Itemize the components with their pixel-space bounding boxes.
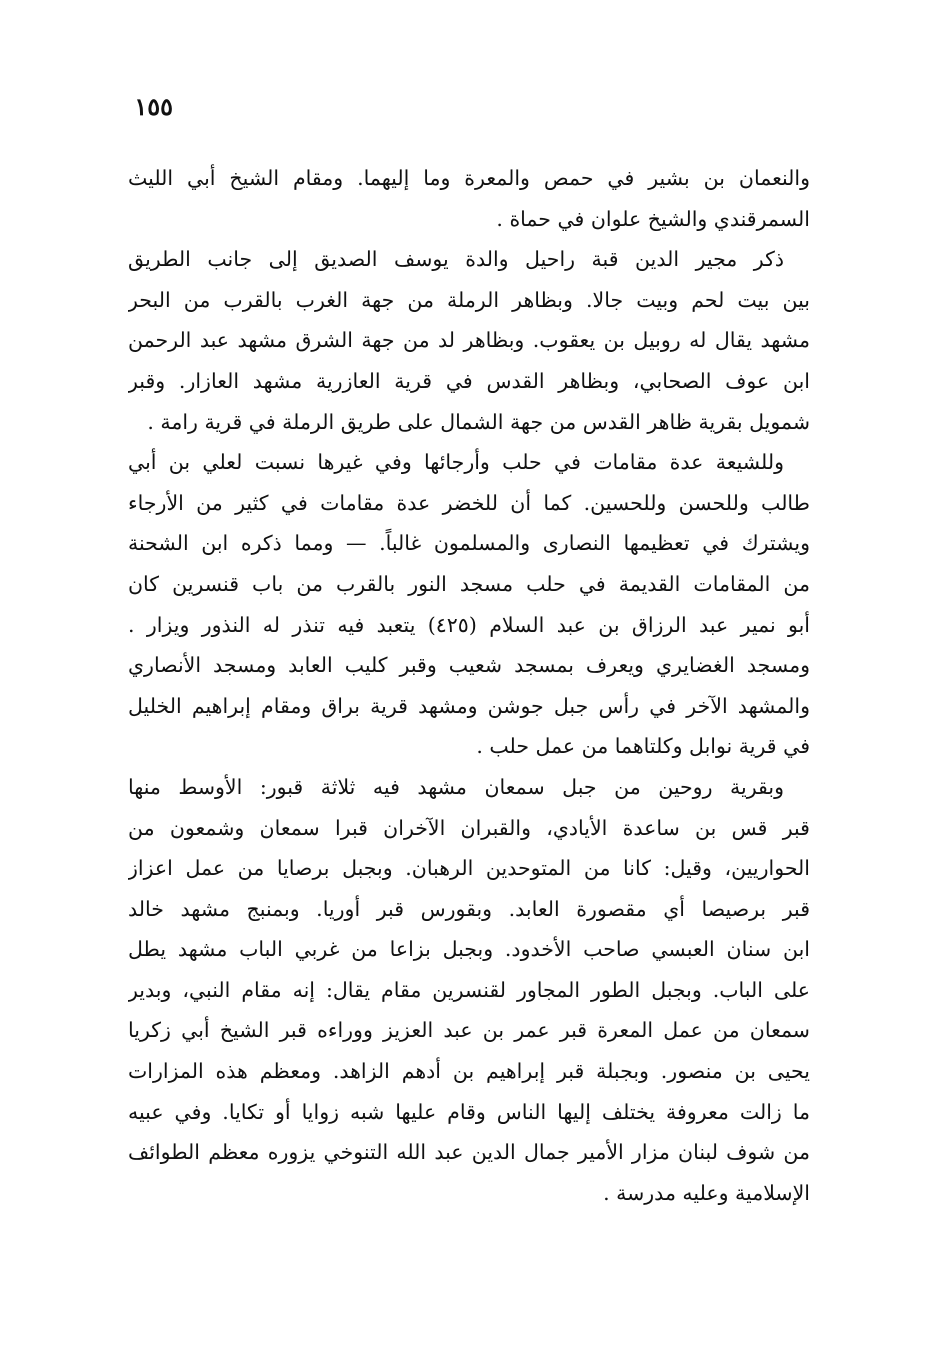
text-line: والنعمان بن بشير في حمص والمعرة وما إليهما. ومقام الشيخ أبي الليث — [128, 166, 810, 190]
body-text — [128, 158, 810, 1213]
text-line: من شوف لبنان مزار الأمير جمال الدين عبد الله التنوخي يزوره معظم الطوائف — [128, 1140, 810, 1165]
text-line: وللشيعة عدة مقامات في حلب وأرجائها وفي غيرها نسبت لعلي بن أبي — [128, 450, 784, 475]
page-number: ١٥٥ — [134, 92, 173, 121]
text-line: ويشترك في تعظيمها النصارى والمسلمون غالباً. — ومما ذكره ابن الشحنة — [128, 531, 810, 556]
text-line: قبر قس بن ساعدة الأيادي، والقبران الآخران قبرا سمعان وشمعون من — [128, 815, 810, 840]
text-line: والمشهد الآخر في رأس جبل جوشن ومشهد قرية براق ومقام إبراهيم الخليل — [128, 693, 810, 718]
text-line: ابن عوف الصحابي، وبظاهر القدس في قرية العازرية مشهد العازار. وقبر — [128, 368, 810, 393]
text-line: مشهد يقال له روبيل بن يعقوب. وبظاهر لد من جهة الشرق مشهد عبد الرحمن — [128, 328, 810, 353]
text-line: ذكر مجير الدين قبة راحيل والدة يوسف الصديق إلى جانب الطريق — [128, 247, 784, 272]
text-line: طالب وللحسن وللحسين. كما أن للخضر عدة مقامات في كثير من الأرجاء — [128, 490, 810, 515]
text-line: ما زالت معروفة يختلف إليها الناس وقام عليها شبه زوايا أو تكايا. وفي عبيه — [128, 1099, 810, 1124]
text-line: الحواريين، وقيل: كانا من المتوحدين الرهبان. وبجبل برصايا من عمل اعزاز — [128, 856, 810, 881]
text-line: يحيى بن منصور. وبجبلة قبر إبراهيم بن أدهم الزاهد. ومعظم هذه المزارات — [128, 1059, 810, 1084]
text-line: السمرقندي والشيخ علوان في حماة . — [496, 206, 810, 231]
text-line: الإسلامية وعليه مدرسة . — [603, 1180, 810, 1205]
text-line: على الباب. وبجبل الطور المجاور لقنسرين مقام يقال: إنه مقام النبي، وبدير — [128, 977, 810, 1002]
text-line: ابن سنان العبسي صاحب الأخدود. وبجبل بزاعا من غربي الباب مشهد يطل — [128, 937, 810, 962]
text-line: أبو نمير عبد الرزاق بن عبد السلام (٤٢٥) يتعبد فيه تنذر له النذور ويزار . — [128, 612, 810, 637]
text-line: قبر برصيصا أي مقصورة العابد. وبقورس قبر أوريا. وبمنبج مشهد خالد — [128, 896, 810, 921]
text-line: ومسجد الغضايري ويعرف بمسجد شعيب وقبر كليب العابد ومسجد الأنصاري — [128, 653, 810, 678]
text-line: في قرية نوابل وكلتاهما من عمل حلب . — [476, 734, 810, 759]
text-line: سمعان من عمل المعرة قبر عمر بن عبد العزيز ووراءه قبر الشيخ أبي زكريا — [128, 1018, 810, 1043]
text-line: بين بيت لحم وبيت جالا. وبظاهر الرملة من جهة الغرب بالقرب من البحر — [128, 287, 810, 312]
text-line: وبقرية روحين من جبل سمعان مشهد فيه ثلاثة قبور: الأوسط منها — [128, 774, 784, 799]
text-line: شمويل بقرية ظاهر القدس من جهة الشمال على طريق الرملة في قرية رامة . — [147, 409, 810, 434]
text-line: من المقامات القديمة في حلب مسجد النور بالقرب من باب قنسرين كان — [128, 571, 810, 596]
